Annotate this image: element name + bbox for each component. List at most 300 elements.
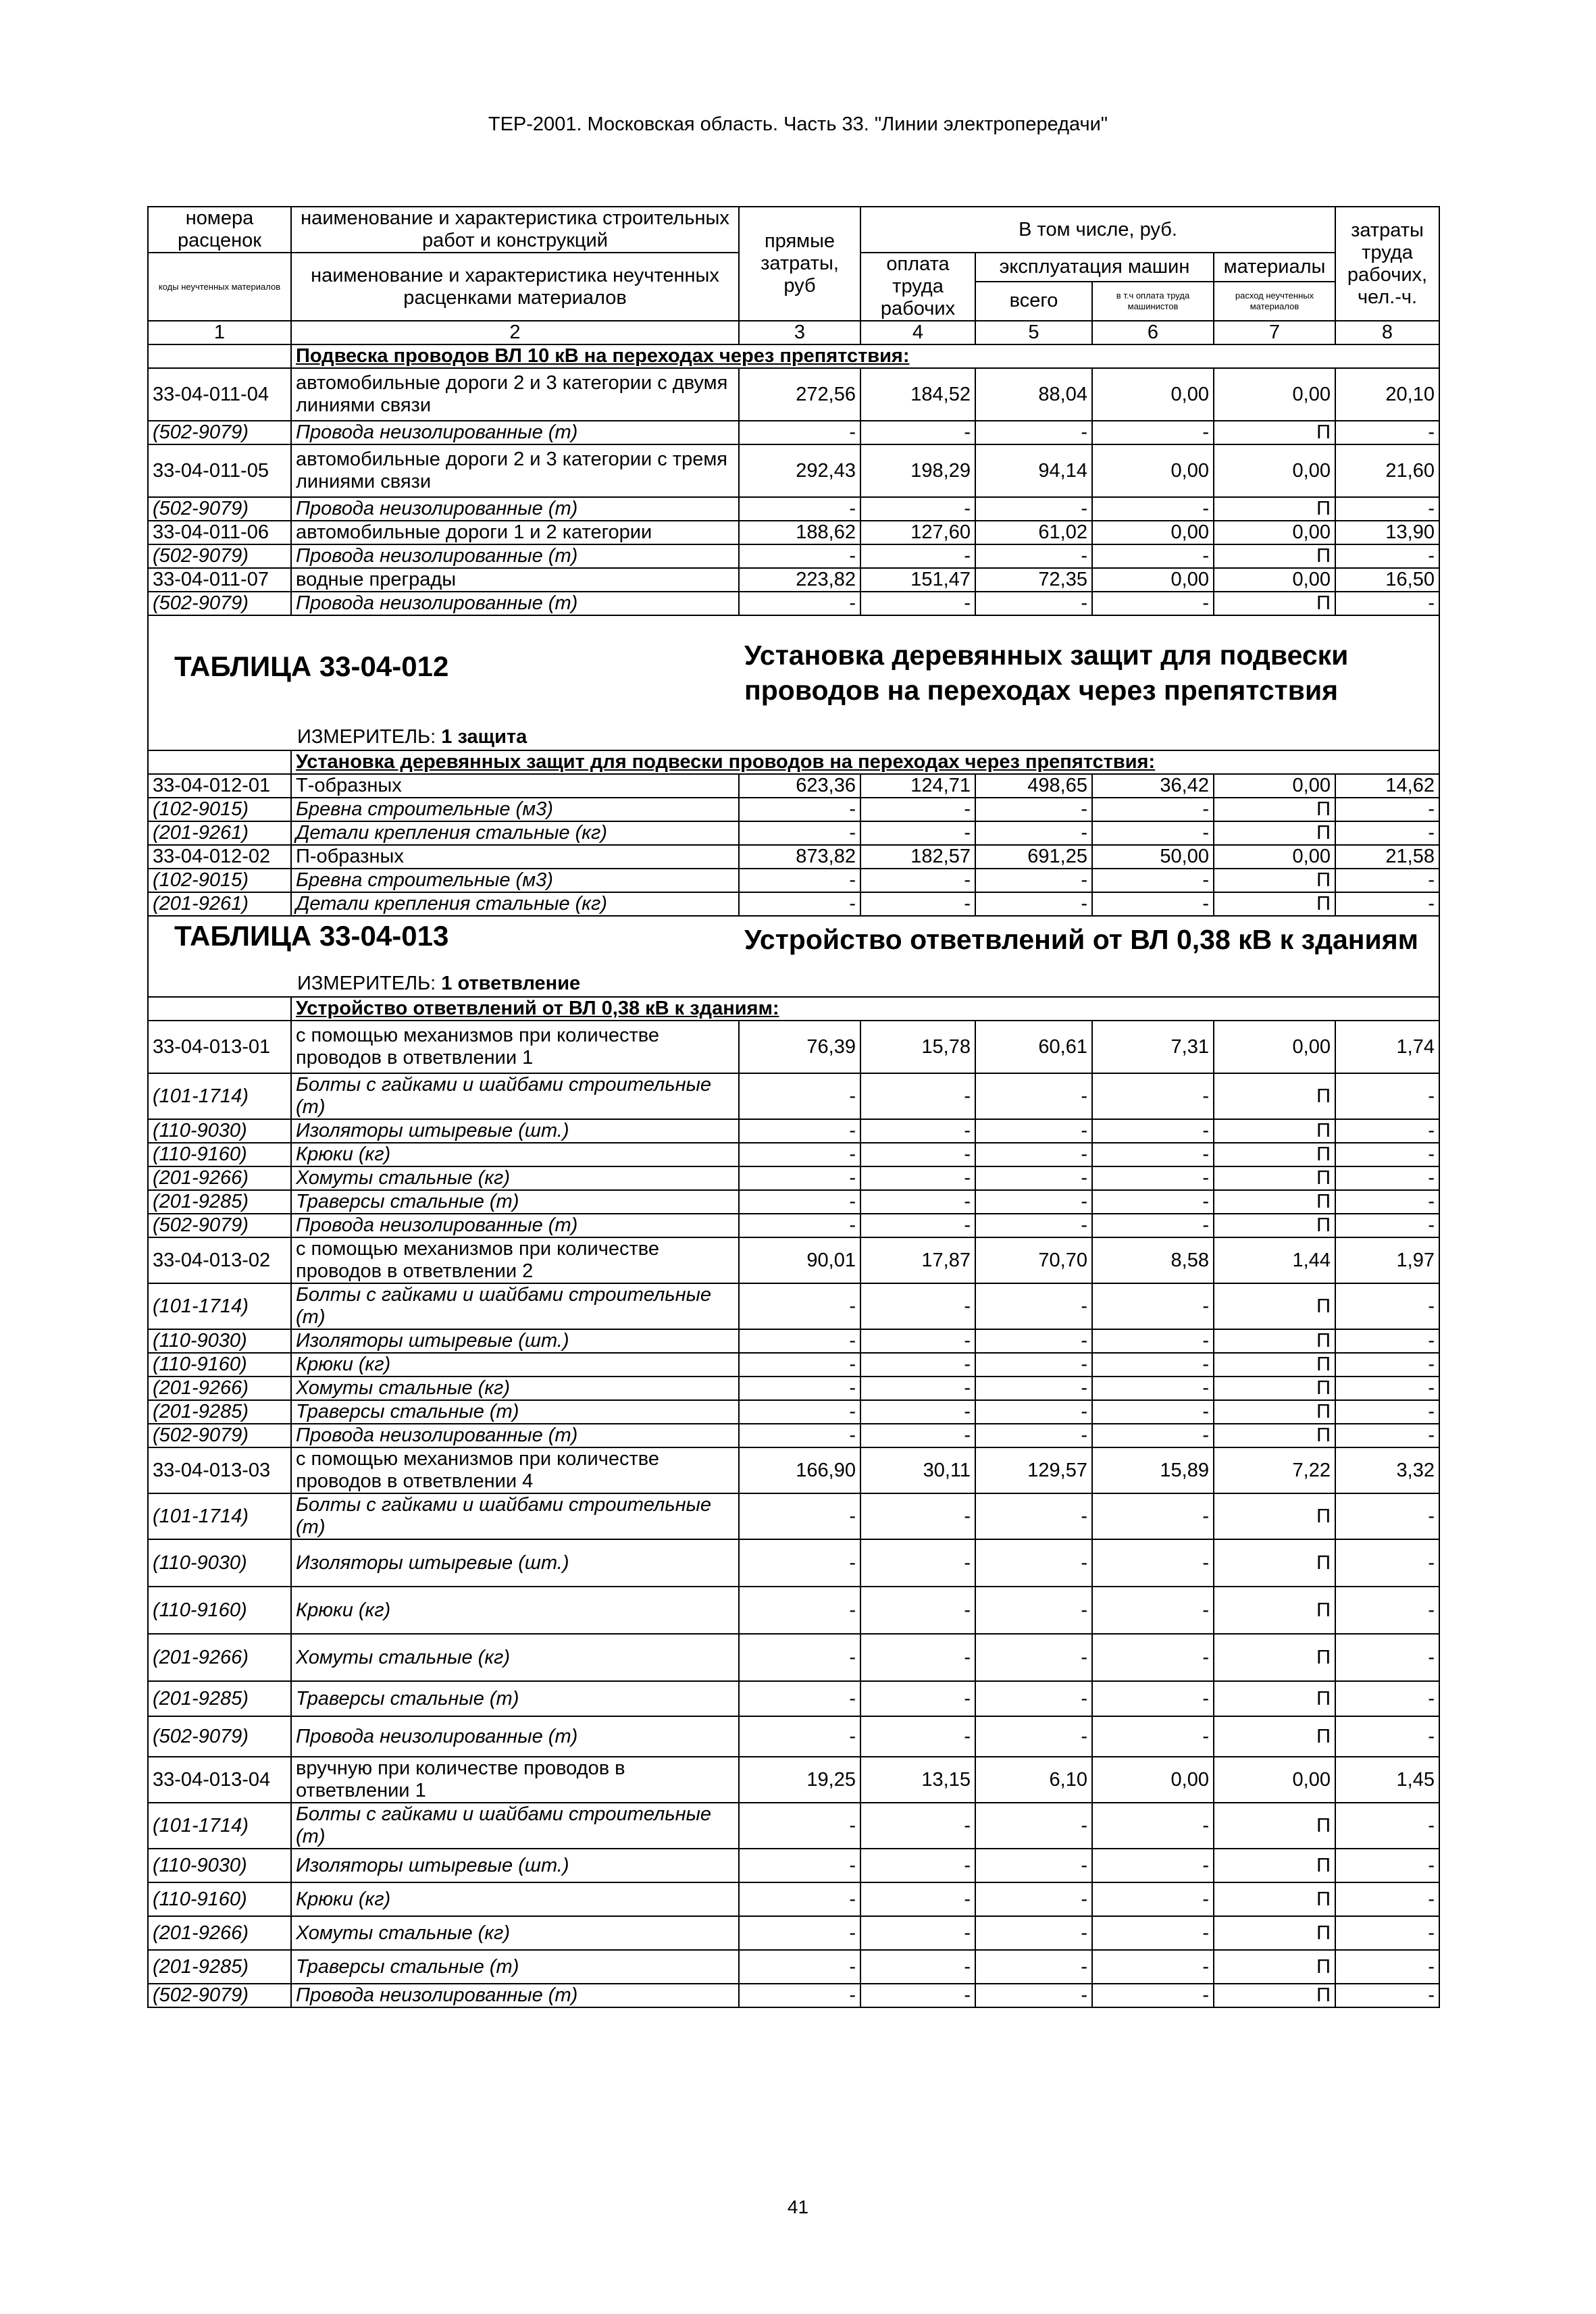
rates-table [147, 206, 1440, 2008]
material-row [148, 1214, 1439, 1237]
value-cell: - [860, 1681, 975, 1716]
value-cell: - [1335, 1143, 1439, 1166]
material-name: Детали крепления стальные (кг) [291, 892, 739, 916]
value-cell: П [1214, 1681, 1335, 1716]
value-cell: П [1214, 1143, 1335, 1166]
value-cell: - [739, 1190, 860, 1214]
value-cell: - [1092, 1984, 1214, 2007]
value-cell: 16,50 [1335, 568, 1439, 592]
value-cell: 3,32 [1335, 1447, 1439, 1493]
material-name: Болты с гайками и шайбами строительные (т) [291, 1283, 739, 1329]
value-cell: - [975, 1119, 1092, 1143]
value-cell: 15,78 [860, 1021, 975, 1073]
value-cell: - [1335, 1166, 1439, 1190]
table-title-row [148, 916, 1439, 997]
value-cell: 223,82 [739, 568, 860, 592]
material-name: Траверсы стальные (т) [291, 1190, 739, 1214]
value-cell: - [739, 821, 860, 845]
material-name: Изоляторы штыревые (шт.) [291, 1539, 739, 1587]
value-cell: - [860, 798, 975, 821]
table-title: ТАБЛИЦА 33-04-013 [174, 920, 449, 952]
value-cell: - [739, 1214, 860, 1237]
table-title: ТАБЛИЦА 33-04-012 [174, 650, 449, 682]
work-name: автомобильные дороги 2 и 3 категории с двумя линиями связи [291, 368, 739, 421]
value-cell: - [739, 1681, 860, 1716]
value-cell: 0,00 [1214, 774, 1335, 798]
value-cell: - [739, 1329, 860, 1353]
value-cell: - [975, 1587, 1092, 1634]
value-cell: - [975, 1400, 1092, 1424]
material-row [148, 1803, 1439, 1849]
material-name: Провода неизолированные (т) [291, 592, 739, 615]
value-cell: - [739, 1493, 860, 1539]
value-cell: - [1335, 798, 1439, 821]
value-cell: - [860, 1166, 975, 1190]
material-code: (101-1714) [148, 1493, 291, 1539]
rate-row [148, 845, 1439, 869]
value-cell: - [739, 798, 860, 821]
value-cell: - [975, 1493, 1092, 1539]
value-cell: - [860, 1849, 975, 1882]
material-code: (502-9079) [148, 421, 291, 444]
value-cell: - [860, 1424, 975, 1447]
value-cell: - [975, 1950, 1092, 1984]
work-name: с помощью механизмов при количестве проводов в ответвлении 2 [291, 1237, 739, 1283]
material-row [148, 821, 1439, 845]
value-cell: - [1092, 1493, 1214, 1539]
material-row [148, 798, 1439, 821]
value-cell: 70,70 [975, 1237, 1092, 1283]
value-cell: - [1335, 1190, 1439, 1214]
material-name: Провода неизолированные (т) [291, 421, 739, 444]
table-title-cell [148, 615, 1439, 750]
value-cell: - [860, 1716, 975, 1757]
value-cell: - [739, 1916, 860, 1950]
value-cell: - [739, 1634, 860, 1681]
value-cell: - [1092, 1119, 1214, 1143]
section-heading: Подвеска проводов ВЛ 10 кВ на переходах через препятствия: [291, 344, 1439, 368]
work-name: вручную при количестве проводов в ответвлении 1 [291, 1757, 739, 1803]
col-number: 6 [1092, 321, 1214, 344]
value-cell: - [860, 1214, 975, 1237]
value-cell: 72,35 [975, 568, 1092, 592]
value-cell: - [975, 421, 1092, 444]
value-cell: - [1092, 1849, 1214, 1882]
table-description: Установка деревянных защит для подвески проводов на переходах через препятствия [744, 640, 1349, 706]
value-cell: - [975, 592, 1092, 615]
value-cell: 272,56 [739, 368, 860, 421]
material-name: Провода неизолированные (т) [291, 1214, 739, 1237]
material-code: (110-9160) [148, 1882, 291, 1916]
value-cell: - [975, 1634, 1092, 1681]
value-cell: 0,00 [1092, 368, 1214, 421]
material-code: (201-9285) [148, 1190, 291, 1214]
value-cell: 61,02 [975, 521, 1092, 544]
value-cell: П [1214, 592, 1335, 615]
value-cell: 0,00 [1092, 1757, 1214, 1803]
value-cell: - [1092, 1882, 1214, 1916]
value-cell: П [1214, 1587, 1335, 1634]
value-cell: П [1214, 544, 1335, 568]
value-cell: - [860, 1283, 975, 1329]
value-cell: 129,57 [975, 1447, 1092, 1493]
value-cell: 17,87 [860, 1237, 975, 1283]
value-cell: 21,60 [1335, 444, 1439, 497]
value-cell: 0,00 [1214, 521, 1335, 544]
value-cell: П [1214, 1916, 1335, 1950]
value-cell: - [1092, 497, 1214, 521]
rate-row [148, 1237, 1439, 1283]
value-cell: - [1335, 1849, 1439, 1882]
value-cell: - [1335, 1119, 1439, 1143]
value-cell: - [1092, 1400, 1214, 1424]
value-cell: 13,90 [1335, 521, 1439, 544]
value-cell: 124,71 [860, 774, 975, 798]
value-cell: - [1335, 1073, 1439, 1119]
material-code: (110-9030) [148, 1119, 291, 1143]
rate-code: 33-04-012-02 [148, 845, 291, 869]
value-cell: 15,89 [1092, 1447, 1214, 1493]
material-row [148, 1424, 1439, 1447]
material-code: (110-9030) [148, 1849, 291, 1882]
value-cell: - [1092, 1329, 1214, 1353]
value-cell: - [975, 821, 1092, 845]
section-row [148, 344, 1439, 368]
material-row [148, 1073, 1439, 1119]
material-code: (502-9079) [148, 497, 291, 521]
value-cell: - [1092, 1950, 1214, 1984]
value-cell: - [1335, 1916, 1439, 1950]
col-number: 7 [1214, 321, 1335, 344]
col-header-material-names: наименование и характеристика неучтенных расценками материалов [291, 253, 739, 321]
col-header-group: В том числе, руб. [860, 207, 1335, 253]
value-cell: П [1214, 1424, 1335, 1447]
rate-code: 33-04-013-01 [148, 1021, 291, 1073]
value-cell: - [1335, 1329, 1439, 1353]
value-cell: - [860, 869, 975, 892]
value-cell: П [1214, 421, 1335, 444]
value-cell: - [975, 544, 1092, 568]
material-row [148, 1329, 1439, 1353]
value-cell: - [975, 1716, 1092, 1757]
value-cell: - [739, 592, 860, 615]
material-code: (201-9285) [148, 1681, 291, 1716]
measure-label: ИЗМЕРИТЕЛЬ: [297, 973, 436, 994]
value-cell: - [975, 1882, 1092, 1916]
value-cell: - [975, 892, 1092, 916]
value-cell: - [739, 421, 860, 444]
material-name: Изоляторы штыревые (шт.) [291, 1329, 739, 1353]
rate-code: 33-04-011-05 [148, 444, 291, 497]
material-name: Провода неизолированные (т) [291, 1984, 739, 2007]
value-cell: - [1092, 1681, 1214, 1716]
value-cell: - [739, 1377, 860, 1400]
value-cell: П [1214, 1634, 1335, 1681]
material-name: Крюки (кг) [291, 1882, 739, 1916]
value-cell: - [1335, 421, 1439, 444]
material-row [148, 869, 1439, 892]
col-header-code: номера расценок [148, 207, 291, 253]
value-cell: - [1092, 1073, 1214, 1119]
rate-code: 33-04-011-04 [148, 368, 291, 421]
rate-row [148, 444, 1439, 497]
rate-code: 33-04-013-02 [148, 1237, 291, 1283]
material-row [148, 892, 1439, 916]
value-cell: - [739, 1353, 860, 1377]
value-cell: П [1214, 1984, 1335, 2007]
material-row [148, 1166, 1439, 1190]
col-header-name: наименование и характеристика строительных работ и конструкций [291, 207, 739, 253]
work-name: с помощью механизмов при количестве проводов в ответвлении 1 [291, 1021, 739, 1073]
value-cell: 151,47 [860, 568, 975, 592]
material-row [148, 1493, 1439, 1539]
material-name: Провода неизолированные (т) [291, 1716, 739, 1757]
material-name: Хомуты стальные (кг) [291, 1377, 739, 1400]
material-name: Траверсы стальные (т) [291, 1400, 739, 1424]
material-code: (502-9079) [148, 544, 291, 568]
value-cell: П [1214, 798, 1335, 821]
value-cell: 292,43 [739, 444, 860, 497]
value-cell: - [975, 1849, 1092, 1882]
material-row [148, 1916, 1439, 1950]
value-cell: П [1214, 1803, 1335, 1849]
value-cell: П [1214, 1166, 1335, 1190]
col-header-materials: материалы [1214, 253, 1335, 282]
value-cell: 6,10 [975, 1757, 1092, 1803]
value-cell: - [1335, 1681, 1439, 1716]
value-cell: - [860, 544, 975, 568]
value-cell: 0,00 [1214, 444, 1335, 497]
value-cell: - [860, 821, 975, 845]
value-cell: - [739, 1539, 860, 1587]
value-cell: - [975, 798, 1092, 821]
value-cell: 7,31 [1092, 1021, 1214, 1073]
value-cell: - [860, 497, 975, 521]
value-cell: 0,00 [1214, 1021, 1335, 1073]
material-row [148, 1283, 1439, 1329]
value-cell: 50,00 [1092, 845, 1214, 869]
value-cell: П [1214, 1214, 1335, 1237]
section-empty [148, 344, 291, 368]
value-cell: - [975, 1329, 1092, 1353]
value-cell: - [739, 1849, 860, 1882]
table-title-cell [148, 916, 1439, 997]
value-cell: 1,74 [1335, 1021, 1439, 1073]
material-row [148, 592, 1439, 615]
material-row [148, 1681, 1439, 1716]
value-cell: 1,44 [1214, 1237, 1335, 1283]
measure-value: 1 защита [441, 726, 527, 748]
material-name: Болты с гайками и шайбами строительные (т) [291, 1073, 739, 1119]
value-cell: П [1214, 1073, 1335, 1119]
value-cell: 21,58 [1335, 845, 1439, 869]
value-cell: - [1092, 1143, 1214, 1166]
material-code: (102-9015) [148, 798, 291, 821]
value-cell: П [1214, 1190, 1335, 1214]
value-cell: - [1092, 1587, 1214, 1634]
col-number: 3 [739, 321, 860, 344]
value-cell: 0,00 [1092, 521, 1214, 544]
value-cell: - [1092, 821, 1214, 845]
work-name: водные преграды [291, 568, 739, 592]
value-cell: 7,22 [1214, 1447, 1335, 1493]
value-cell: - [860, 1353, 975, 1377]
value-cell: 88,04 [975, 368, 1092, 421]
value-cell: - [1335, 497, 1439, 521]
value-cell: - [1335, 1377, 1439, 1400]
value-cell: - [860, 1882, 975, 1916]
material-name: Изоляторы штыревые (шт.) [291, 1119, 739, 1143]
material-row [148, 421, 1439, 444]
material-row [148, 1539, 1439, 1587]
material-code: (201-9266) [148, 1916, 291, 1950]
value-cell: - [739, 1283, 860, 1329]
value-cell: - [1092, 1377, 1214, 1400]
rate-code: 33-04-011-07 [148, 568, 291, 592]
value-cell: - [1092, 1634, 1214, 1681]
value-cell: - [860, 1073, 975, 1119]
value-cell: - [975, 497, 1092, 521]
value-cell: П [1214, 1716, 1335, 1757]
work-name: автомобильные дороги 2 и 3 категории с тремя линиями связи [291, 444, 739, 497]
page-header: ТЕР-2001. Московская область. Часть 33. "Линии электропередачи" [488, 113, 1108, 135]
value-cell: - [860, 1916, 975, 1950]
material-name: Детали крепления стальные (кг) [291, 821, 739, 845]
col-header-direct-costs: прямые затраты, руб [739, 207, 860, 321]
value-cell: - [1335, 821, 1439, 845]
rate-row [148, 1757, 1439, 1803]
section-row [148, 750, 1439, 774]
material-code: (102-9015) [148, 869, 291, 892]
measure-line [297, 973, 580, 995]
material-name: Хомуты стальные (кг) [291, 1634, 739, 1681]
material-row [148, 1950, 1439, 1984]
col-number: 8 [1335, 321, 1439, 344]
material-row [148, 497, 1439, 521]
value-cell: П [1214, 1283, 1335, 1329]
value-cell: П [1214, 1849, 1335, 1882]
material-row [148, 1587, 1439, 1634]
material-name: Провода неизолированные (т) [291, 1424, 739, 1447]
rate-code: 33-04-012-01 [148, 774, 291, 798]
value-cell: - [739, 1143, 860, 1166]
value-cell: - [975, 1916, 1092, 1950]
value-cell: - [975, 1353, 1092, 1377]
material-code: (110-9160) [148, 1587, 291, 1634]
value-cell: - [975, 1539, 1092, 1587]
material-code: (201-9285) [148, 1400, 291, 1424]
material-code: (201-9266) [148, 1634, 291, 1681]
material-code: (502-9079) [148, 1424, 291, 1447]
value-cell: - [739, 1400, 860, 1424]
material-name: Крюки (кг) [291, 1143, 739, 1166]
col-number: 2 [291, 321, 739, 344]
value-cell: - [860, 1329, 975, 1353]
material-code: (101-1714) [148, 1803, 291, 1849]
value-cell: 166,90 [739, 1447, 860, 1493]
value-cell: - [975, 869, 1092, 892]
material-code: (502-9079) [148, 1716, 291, 1757]
rate-code: 33-04-011-06 [148, 521, 291, 544]
value-cell: - [1335, 1424, 1439, 1447]
value-cell: - [739, 1882, 860, 1916]
material-name: Хомуты стальные (кг) [291, 1166, 739, 1190]
value-cell: - [1092, 1190, 1214, 1214]
value-cell: - [1335, 1539, 1439, 1587]
measure-label: ИЗМЕРИТЕЛЬ: [297, 726, 436, 748]
rate-code: 33-04-013-04 [148, 1757, 291, 1803]
page-number: 41 [787, 2196, 809, 2217]
material-code: (502-9079) [148, 1984, 291, 2007]
rate-row [148, 521, 1439, 544]
value-cell: - [860, 1377, 975, 1400]
value-cell: 0,00 [1092, 568, 1214, 592]
value-cell: 1,97 [1335, 1237, 1439, 1283]
value-cell: - [1092, 1424, 1214, 1447]
material-row [148, 1716, 1439, 1757]
material-name: Провода неизолированные (т) [291, 544, 739, 568]
value-cell: - [1092, 544, 1214, 568]
value-cell: - [860, 1634, 975, 1681]
value-cell: - [739, 497, 860, 521]
value-cell: П [1214, 821, 1335, 845]
value-cell: - [860, 1587, 975, 1634]
value-cell: 30,11 [860, 1447, 975, 1493]
rate-row [148, 1447, 1439, 1493]
value-cell: - [860, 1190, 975, 1214]
material-code: (201-9266) [148, 1377, 291, 1400]
col-header-machinists: в т.ч оплата труда машинистов [1092, 282, 1214, 321]
value-cell: П [1214, 869, 1335, 892]
work-name: автомобильные дороги 1 и 2 категории [291, 521, 739, 544]
value-cell: - [1335, 1716, 1439, 1757]
value-cell: - [1335, 869, 1439, 892]
value-cell: - [739, 1073, 860, 1119]
value-cell: - [860, 1493, 975, 1539]
value-cell: - [1092, 892, 1214, 916]
value-cell: 498,65 [975, 774, 1092, 798]
value-cell: - [1335, 544, 1439, 568]
value-cell: 0,00 [1214, 1757, 1335, 1803]
value-cell: - [739, 1984, 860, 2007]
value-cell: 691,25 [975, 845, 1092, 869]
section-heading: Устройство ответвлений от ВЛ 0,38 кВ к зданиям: [291, 997, 1439, 1021]
value-cell: 76,39 [739, 1021, 860, 1073]
value-cell: 20,10 [1335, 368, 1439, 421]
value-cell: - [860, 1143, 975, 1166]
material-code: (110-9160) [148, 1353, 291, 1377]
value-cell: 0,00 [1214, 368, 1335, 421]
value-cell: - [739, 544, 860, 568]
value-cell: - [975, 1214, 1092, 1237]
value-cell: П [1214, 1119, 1335, 1143]
value-cell: - [1092, 592, 1214, 615]
value-cell: - [1092, 1539, 1214, 1587]
value-cell: - [1335, 1493, 1439, 1539]
material-row [148, 1882, 1439, 1916]
value-cell: 188,62 [739, 521, 860, 544]
material-code: (502-9079) [148, 1214, 291, 1237]
value-cell: - [1092, 798, 1214, 821]
value-cell: - [860, 421, 975, 444]
section-row [148, 997, 1439, 1021]
col-number: 4 [860, 321, 975, 344]
value-cell: - [1335, 1803, 1439, 1849]
value-cell: - [860, 1950, 975, 1984]
material-row [148, 1377, 1439, 1400]
col-header-unaccounted: расход неучтенных материалов [1214, 282, 1335, 321]
value-cell: - [975, 1984, 1092, 2007]
